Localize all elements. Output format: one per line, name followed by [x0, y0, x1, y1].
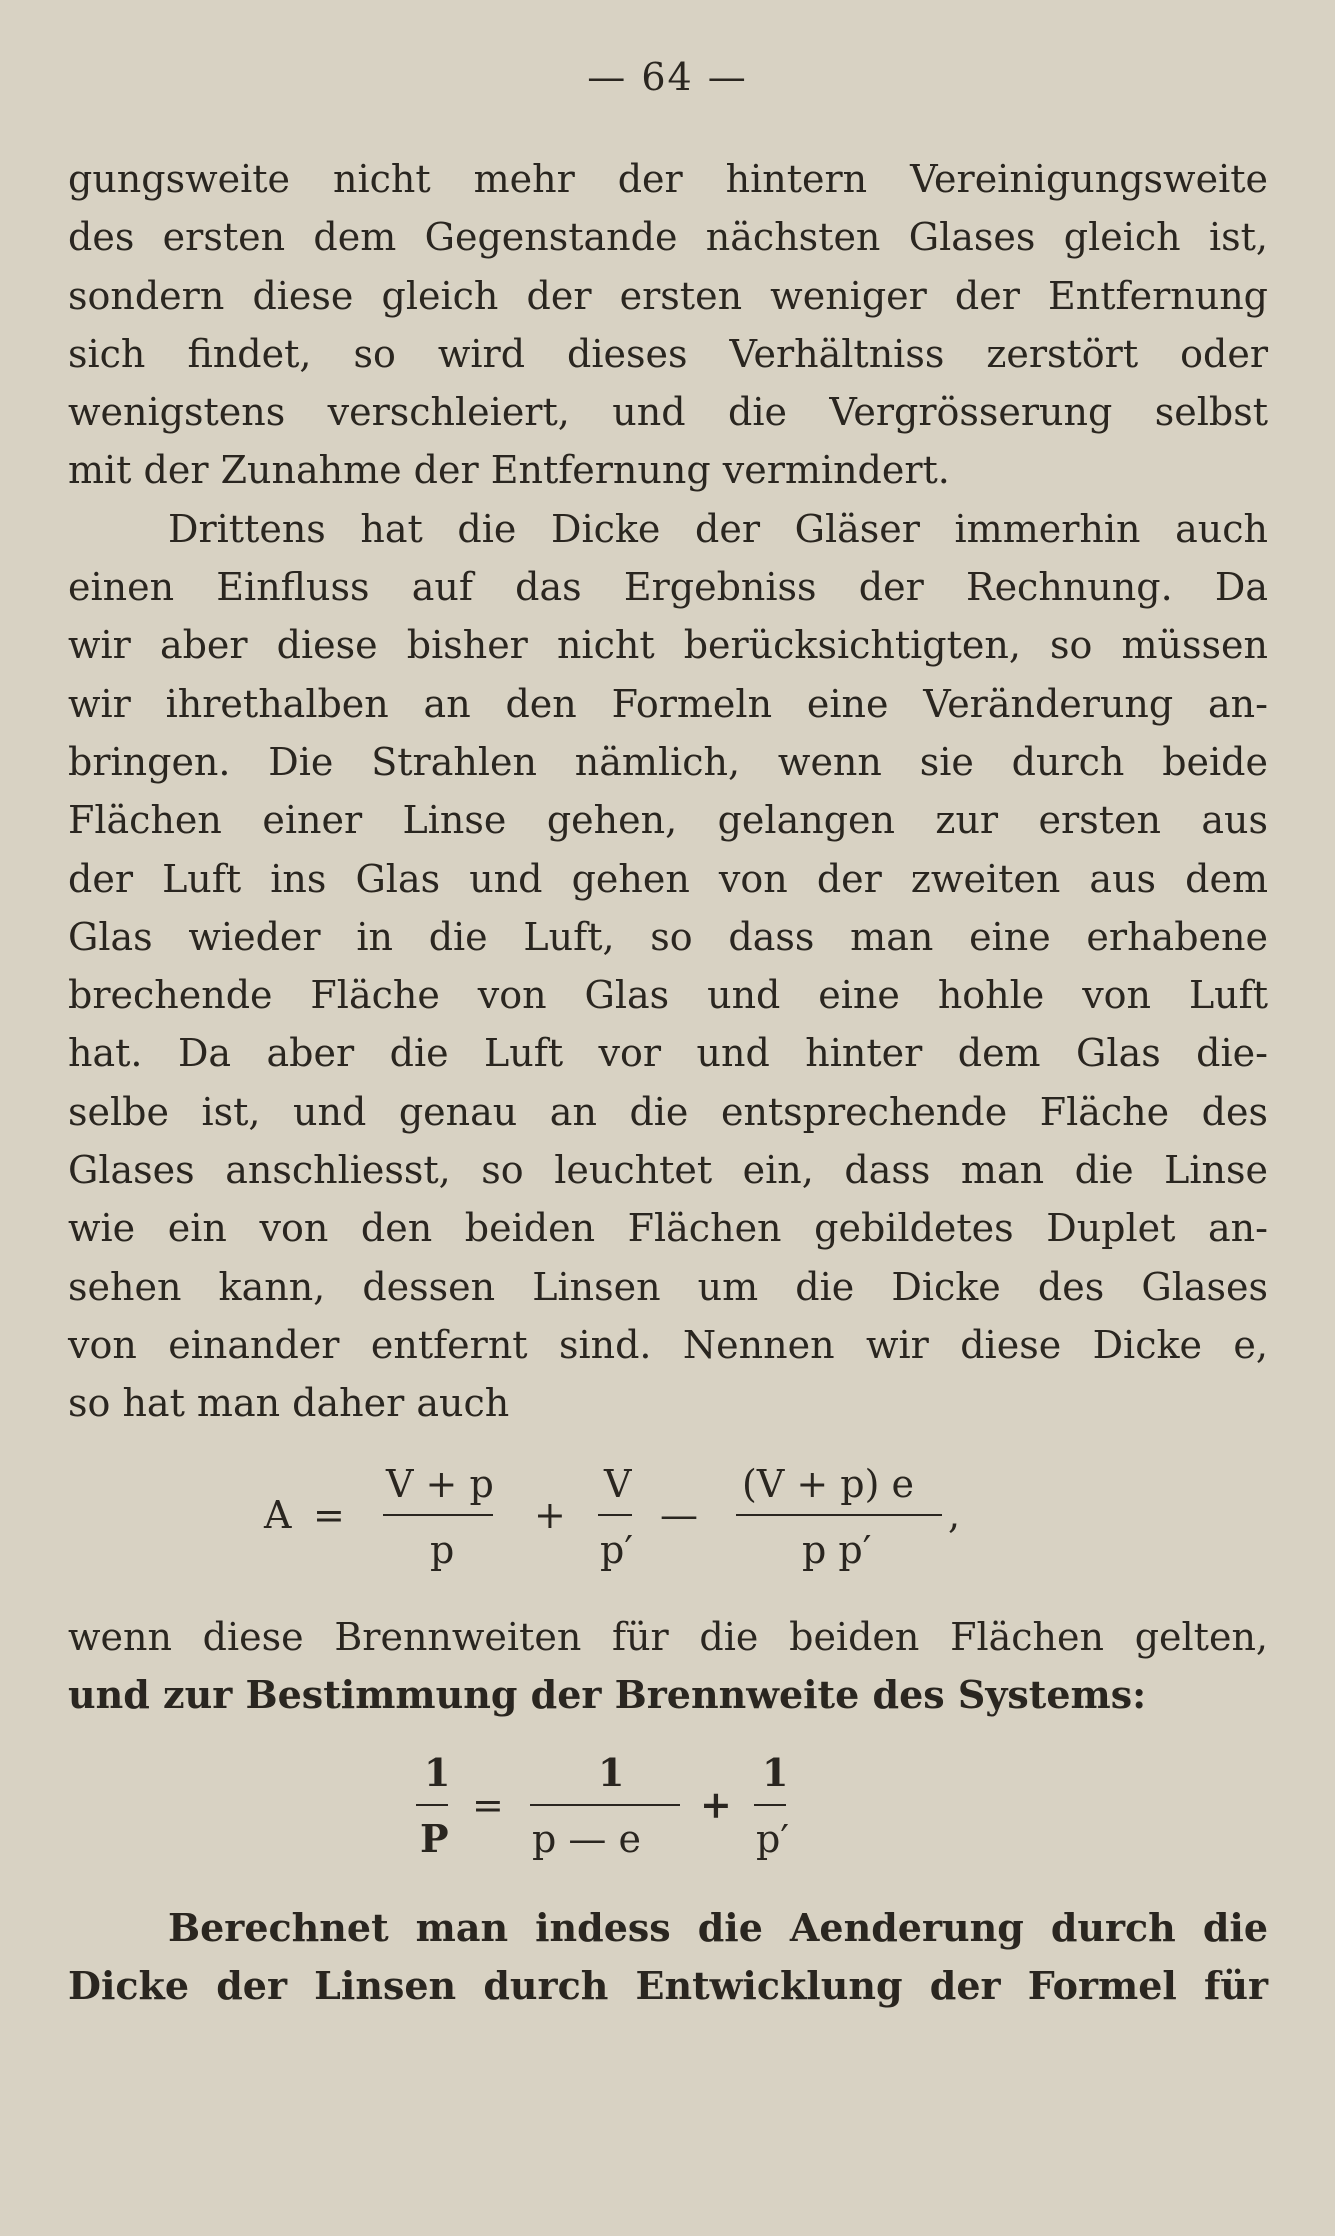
- text-line: Flächen einer Linse gehen, gelangen zur ersten aus: [68, 798, 1268, 843]
- formula-plus: +: [534, 1492, 566, 1537]
- text-line: selbe ist, und genau an die entsprechende Fläche des: [68, 1089, 1268, 1134]
- text-line: brechende Fläche von Glas und eine hohle von Luft: [68, 973, 1268, 1018]
- page-number: — 64 —: [587, 55, 748, 99]
- paragraph-3: [68, 1608, 1268, 1725]
- text-line: wir ihrethalben an den Formeln eine Veränderung an-: [68, 681, 1268, 726]
- text-line: Glas wieder in die Luft, so dass man eine erhabene: [68, 914, 1268, 959]
- fraction-denominator: p′: [600, 1527, 633, 1572]
- text-line: wie ein von den beiden Flächen gebildetes Duplet an-: [68, 1206, 1268, 1251]
- text-line: bringen. Die Strahlen nämlich, wenn sie durch beide: [68, 739, 1268, 784]
- fraction-numerator: (V + p) e: [742, 1461, 914, 1506]
- fraction-denominator: p — e: [532, 1817, 641, 1862]
- formula-plus: +: [700, 1782, 732, 1828]
- fraction-numerator: 1: [424, 1750, 451, 1796]
- formula-equals: =: [313, 1492, 345, 1537]
- text-line: Dicke der Linsen durch Entwicklung der Formel für: [68, 1963, 1268, 2009]
- text-line: Berechnet man indess die Aenderung durch die: [168, 1905, 1268, 1951]
- fraction-bar: [530, 1804, 680, 1806]
- formula-minus: —: [660, 1492, 698, 1537]
- fraction-bar: [598, 1514, 632, 1516]
- text-line: sich findet, so wird dieses Verhältniss zerstört oder: [68, 331, 1268, 376]
- formula-lhs: A: [264, 1492, 292, 1537]
- text-line: gungsweite nicht mehr der hintern Vereinigungsweite: [68, 157, 1268, 201]
- text-line: des ersten dem Gegenstande nächsten Glases gleich ist,: [68, 215, 1268, 260]
- fraction-denominator: p p′: [802, 1527, 872, 1572]
- text-line: Glases anschliesst, so leuchtet ein, dass man die Linse: [68, 1148, 1268, 1193]
- text-line: und zur Bestimmung der Brennweite des Systems:: [68, 1671, 1147, 1717]
- fraction-bar: [736, 1514, 942, 1516]
- text-line: wenigstens verschleiert, und die Vergrösserung selbst: [68, 390, 1268, 435]
- text-line: der Luft ins Glas und gehen von der zweiten aus dem: [68, 856, 1268, 901]
- text-line: einen Einfluss auf das Ergebniss der Rechnung. Da: [68, 565, 1268, 610]
- fraction-denominator: p′: [756, 1817, 789, 1862]
- fraction-numerator: V + p: [386, 1461, 494, 1506]
- text-line: mit der Zunahme der Entfernung vermindert.: [68, 448, 950, 493]
- text-line: von einander entfernt sind. Nennen wir diese Dicke e,: [68, 1322, 1268, 1367]
- text-line: Drittens hat die Dicke der Gläser immerhin auch: [168, 506, 1268, 551]
- text-line: wir aber diese bisher nicht berücksichtigten, so müssen: [68, 623, 1268, 668]
- text-line: sondern diese gleich der ersten weniger der Entfernung: [68, 273, 1268, 318]
- paragraph-2: [68, 500, 1268, 1433]
- formula-magnification: [68, 1433, 1268, 1608]
- formula-focal-length: [68, 1724, 1268, 1899]
- text-line: sehen kann, dessen Linsen um die Dicke des Glases: [68, 1264, 1268, 1309]
- fraction-bar: [383, 1514, 493, 1516]
- fraction-denominator: p: [430, 1527, 455, 1572]
- text-line: hat. Da aber die Luft vor und hinter dem Glas die-: [68, 1031, 1268, 1076]
- paragraph-1: [68, 150, 1268, 500]
- paragraph-4: [68, 1899, 1268, 2016]
- text-line: wenn diese Brennweiten für die beiden Flächen gelten,: [68, 1614, 1268, 1659]
- fraction-bar: [416, 1804, 448, 1806]
- fraction-numerator: 1: [762, 1750, 789, 1796]
- fraction-bar: [754, 1804, 786, 1806]
- text-line: so hat man daher auch: [68, 1381, 510, 1426]
- fraction-numerator: 1: [598, 1750, 625, 1796]
- fraction-denominator: P: [420, 1816, 449, 1862]
- formula-equals: =: [472, 1783, 504, 1828]
- page-body: [68, 150, 1268, 2016]
- formula-comma: ,: [948, 1492, 961, 1537]
- fraction-numerator: V: [604, 1461, 632, 1506]
